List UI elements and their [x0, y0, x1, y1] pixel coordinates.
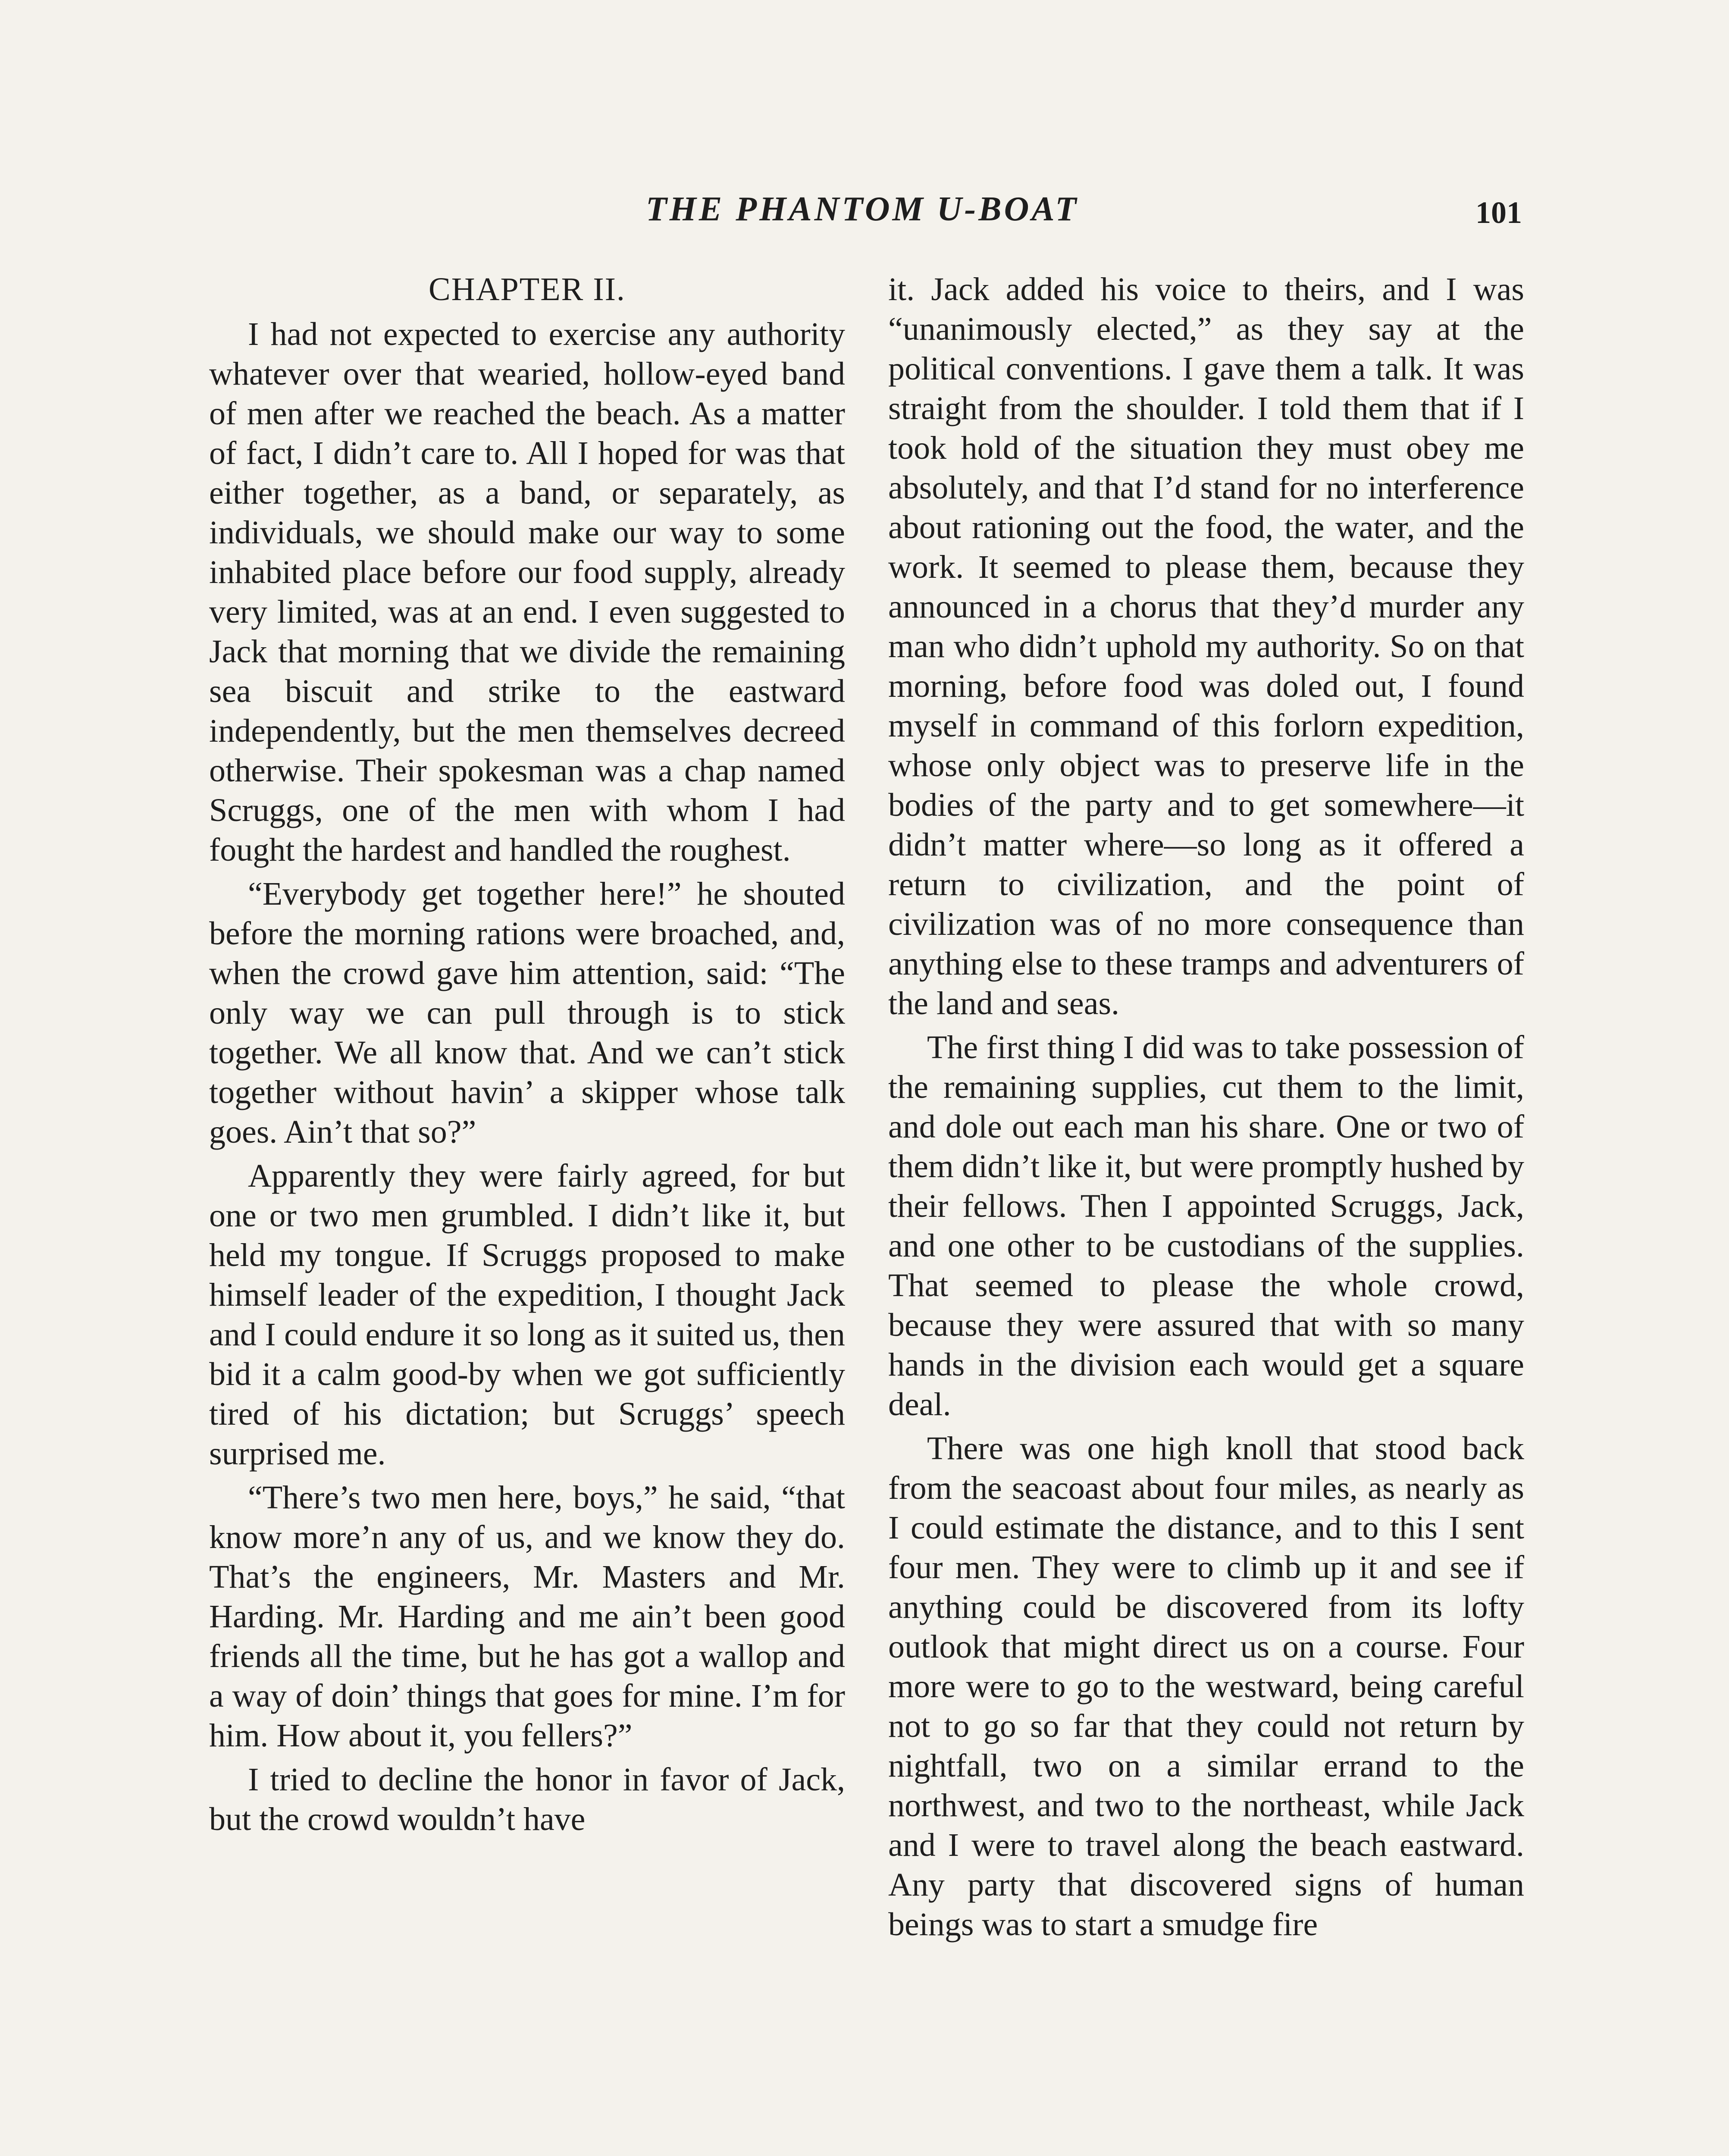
paragraph: I tried to decline the honor in favor of Jack, but the crowd wouldn’t have: [209, 1761, 845, 1837]
right-column: [888, 270, 1524, 1949]
paragraph: Apparently they were fairly agreed, for but one or two men grumbled. I didn’t like it, but held my tongue. If Scruggs proposed to make himself leader of the expedition, I thought Jack and I could endure it so long as it suited us, then bid it a calm good-by when we got sufficiently tired of his dictation; but Scruggs’ speech surprised me.: [209, 1158, 845, 1472]
paragraph: “Everybody get together here!” he shouted before the morning rations were broached, and, when the crowd gave him attention, said: “The only way we can pull through is to stick together. We all know that. And we can’t stick together without havin’ a skipper whose talk goes. Ain’t that so?”: [209, 876, 845, 1150]
paragraph: I had not expected to exercise any authority whatever over that wearied, hollow-eyed band of men after we reached the beach. As a matter of fact, I didn’t care to. All I hoped for was that either together, as a band, or separately, as individuals, we should make our way to some inhabited place before our food supply, already very limited, was at an end. I even suggested to Jack that morning that we divide the remaining sea biscuit and strike to the eastward independently, but the men themselves decreed otherwise. Their spokesman was a chap named Scruggs, one of the men with whom I had fought the hardest and handled the roughest.: [209, 316, 845, 868]
chapter-heading: CHAPTER II.: [429, 271, 626, 307]
paragraph-continuation: it. Jack added his voice to theirs, and I was “unanimously elected,” as they say at the political conventions. I gave them a talk. It was straight from the shoulder. I told them that if I took hold of the situation they must obey me absolutely, and that I’d stand for no interference about rationing out the food, the water, and the work. It seemed to please them, because they announced in a chorus that they’d murder any man who didn’t uphold my authority. So on that morning, before food was doled out, I found myself in command of this forlorn expedition, whose only object was to preserve life in the bodies of the party and to get somewhere—it didn’t matter where—so long as it offered a return to civilization, and the point of civilization was of no more consequence than anything else to these tramps and adventurers of the land and seas.: [888, 271, 1524, 1022]
running-head: [0, 185, 1729, 246]
paragraph: The first thing I did was to take possession of the remaining supplies, cut them to the limit, and dole out each man his share. One or two of them didn’t like it, but were promptly hushed by their fellows. Then I appointed Scruggs, Jack, and one other to be custodians of the supplies. That seemed to please the whole crowd, because they were assured that with so many hands in the division each would get a square deal.: [888, 1029, 1524, 1423]
running-title: THE PHANTOM U-BOAT: [645, 190, 1079, 228]
page-number: 101: [1475, 195, 1522, 230]
left-column: [209, 270, 845, 1843]
paragraph: “There’s two men here, boys,” he said, “that know more’n any of us, and we know they do. That’s the engineers, Mr. Masters and Mr. Harding. Mr. Harding and me ain’t been good friends all the time, but he has got a wallop and a way of doin’ things that goes for mine. I’m for him. How about it, you fellers?”: [209, 1479, 845, 1754]
paragraph: There was one high knoll that stood back from the seacoast about four miles, as nearly as I could estimate the distance, and to this I sent four men. They were to climb up it and see if anything could be discovered from its lofty outlook that might direct us on a course. Four more were to go to the westward, being careful not to go so far that they could not return by nightfall, two on a similar errand to the northwest, and two to the northeast, while Jack and I were to travel along the beach eastward. Any party that discovered signs of human beings was to start a smudge fire: [888, 1430, 1524, 1943]
